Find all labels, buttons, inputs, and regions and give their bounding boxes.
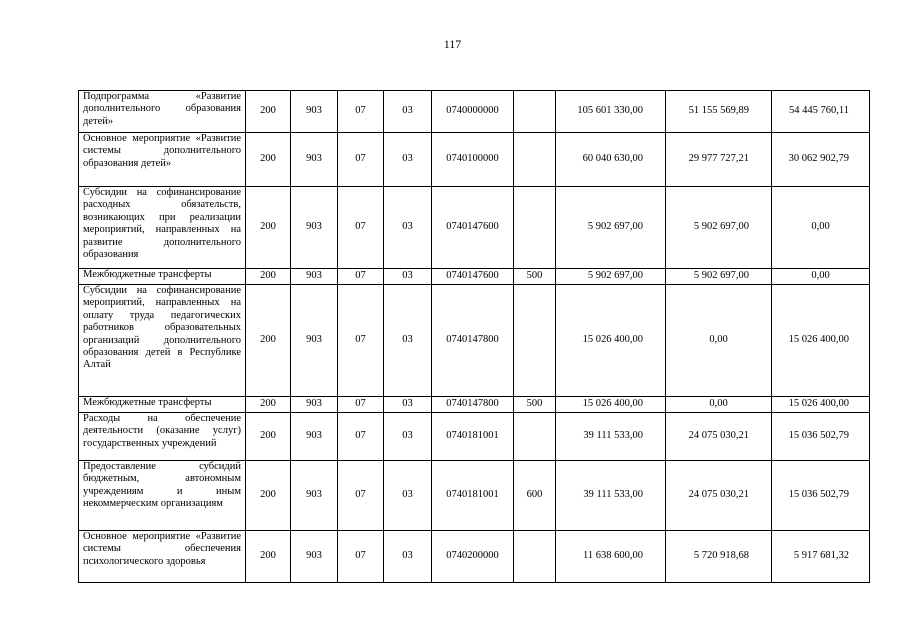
- admin-code-cell: 200: [246, 285, 291, 397]
- ministry-code-cell: 903: [291, 133, 338, 187]
- executed-amount-cell: 0,00: [666, 397, 772, 413]
- target-article-cell: 0740147800: [432, 397, 514, 413]
- target-article-cell: 0740147600: [432, 269, 514, 285]
- remainder-amount-cell: 5 917 681,32: [772, 531, 870, 583]
- executed-amount-cell: 5 720 918,68: [666, 531, 772, 583]
- subsection-code-cell: 03: [384, 91, 432, 133]
- executed-amount-cell: 24 075 030,21: [666, 461, 772, 531]
- expense-name-cell: Субсидии на софинансирование расходных обязательств, возникающих при реализации мероприятий, направленных на развитие дополнительного образования: [79, 187, 246, 269]
- expense-kind-cell: [514, 187, 556, 269]
- ministry-code-cell: 903: [291, 91, 338, 133]
- admin-code-cell: 200: [246, 531, 291, 583]
- subsection-code-cell: 03: [384, 413, 432, 461]
- executed-amount-cell: 29 977 727,21: [666, 133, 772, 187]
- subsection-code-cell: 03: [384, 187, 432, 269]
- subsection-code-cell: 03: [384, 397, 432, 413]
- table-row: [79, 413, 870, 461]
- plan-amount-cell: 15 026 400,00: [556, 285, 666, 397]
- target-article-cell: 0740100000: [432, 133, 514, 187]
- executed-amount-cell: 51 155 569,89: [666, 91, 772, 133]
- section-code-cell: 07: [338, 461, 384, 531]
- expense-name-cell: Основное мероприятие «Развитие системы обеспечения психологического здоровья: [79, 531, 246, 583]
- expense-kind-cell: 500: [514, 269, 556, 285]
- expense-kind-cell: 600: [514, 461, 556, 531]
- section-code-cell: 07: [338, 133, 384, 187]
- table-row: [79, 531, 870, 583]
- budget-table: [78, 90, 870, 583]
- expense-name-cell: Межбюджетные трансферты: [79, 397, 246, 413]
- subsection-code-cell: 03: [384, 461, 432, 531]
- admin-code-cell: 200: [246, 133, 291, 187]
- section-code-cell: 07: [338, 397, 384, 413]
- section-code-cell: 07: [338, 269, 384, 285]
- remainder-amount-cell: 15 026 400,00: [772, 285, 870, 397]
- expense-name-cell: Расходы на обеспечение деятельности (оказание услуг) государственных учреждений: [79, 413, 246, 461]
- executed-amount-cell: 5 902 697,00: [666, 187, 772, 269]
- expense-kind-cell: [514, 531, 556, 583]
- target-article-cell: 0740181001: [432, 461, 514, 531]
- subsection-code-cell: 03: [384, 269, 432, 285]
- executed-amount-cell: 0,00: [666, 285, 772, 397]
- remainder-amount-cell: 30 062 902,79: [772, 133, 870, 187]
- table-row: [79, 461, 870, 531]
- admin-code-cell: 200: [246, 413, 291, 461]
- remainder-amount-cell: 0,00: [772, 269, 870, 285]
- plan-amount-cell: 11 638 600,00: [556, 531, 666, 583]
- target-article-cell: 0740147800: [432, 285, 514, 397]
- page-number: 117: [443, 37, 462, 51]
- table-row: [79, 133, 870, 187]
- expense-kind-cell: [514, 133, 556, 187]
- target-article-cell: 0740147600: [432, 187, 514, 269]
- expense-kind-cell: [514, 285, 556, 397]
- remainder-amount-cell: 15 036 502,79: [772, 413, 870, 461]
- target-article-cell: 0740200000: [432, 531, 514, 583]
- section-code-cell: 07: [338, 413, 384, 461]
- remainder-amount-cell: 54 445 760,11: [772, 91, 870, 133]
- plan-amount-cell: 15 026 400,00: [556, 397, 666, 413]
- plan-amount-cell: 39 111 533,00: [556, 413, 666, 461]
- expense-name-cell: Предоставление субсидий бюджетным, автономным учреждениям и иным некоммерческим организациям: [79, 461, 246, 531]
- ministry-code-cell: 903: [291, 413, 338, 461]
- remainder-amount-cell: 15 036 502,79: [772, 461, 870, 531]
- plan-amount-cell: 5 902 697,00: [556, 269, 666, 285]
- plan-amount-cell: 5 902 697,00: [556, 187, 666, 269]
- remainder-amount-cell: 15 026 400,00: [772, 397, 870, 413]
- admin-code-cell: 200: [246, 187, 291, 269]
- ministry-code-cell: 903: [291, 285, 338, 397]
- section-code-cell: 07: [338, 285, 384, 397]
- remainder-amount-cell: 0,00: [772, 187, 870, 269]
- admin-code-cell: 200: [246, 397, 291, 413]
- ministry-code-cell: 903: [291, 397, 338, 413]
- executed-amount-cell: 5 902 697,00: [666, 269, 772, 285]
- expense-name-cell: Субсидии на софинансирование мероприятий, направленных на оплату труда педагогических работников образовательных организаций дополнительного образования детей в Республике Алтай: [79, 285, 246, 397]
- table-row: [79, 187, 870, 269]
- ministry-code-cell: 903: [291, 187, 338, 269]
- plan-amount-cell: 60 040 630,00: [556, 133, 666, 187]
- ministry-code-cell: 903: [291, 269, 338, 285]
- ministry-code-cell: 903: [291, 461, 338, 531]
- table-row: [79, 285, 870, 397]
- executed-amount-cell: 24 075 030,21: [666, 413, 772, 461]
- admin-code-cell: 200: [246, 91, 291, 133]
- expense-name-cell: Основное мероприятие «Развитие системы дополнительного образования детей»: [79, 133, 246, 187]
- ministry-code-cell: 903: [291, 531, 338, 583]
- plan-amount-cell: 39 111 533,00: [556, 461, 666, 531]
- admin-code-cell: 200: [246, 461, 291, 531]
- section-code-cell: 07: [338, 531, 384, 583]
- section-code-cell: 07: [338, 91, 384, 133]
- section-code-cell: 07: [338, 187, 384, 269]
- table-row: [79, 269, 870, 285]
- subsection-code-cell: 03: [384, 133, 432, 187]
- admin-code-cell: 200: [246, 269, 291, 285]
- subsection-code-cell: 03: [384, 531, 432, 583]
- target-article-cell: 0740181001: [432, 413, 514, 461]
- expense-kind-cell: [514, 91, 556, 133]
- table-row: [79, 91, 870, 133]
- expense-kind-cell: 500: [514, 397, 556, 413]
- expense-name-cell: Подпрограмма «Развитие дополнительного образования детей»: [79, 91, 246, 133]
- expense-kind-cell: [514, 413, 556, 461]
- table-row: [79, 397, 870, 413]
- plan-amount-cell: 105 601 330,00: [556, 91, 666, 133]
- target-article-cell: 0740000000: [432, 91, 514, 133]
- subsection-code-cell: 03: [384, 285, 432, 397]
- expense-name-cell: Межбюджетные трансферты: [79, 269, 246, 285]
